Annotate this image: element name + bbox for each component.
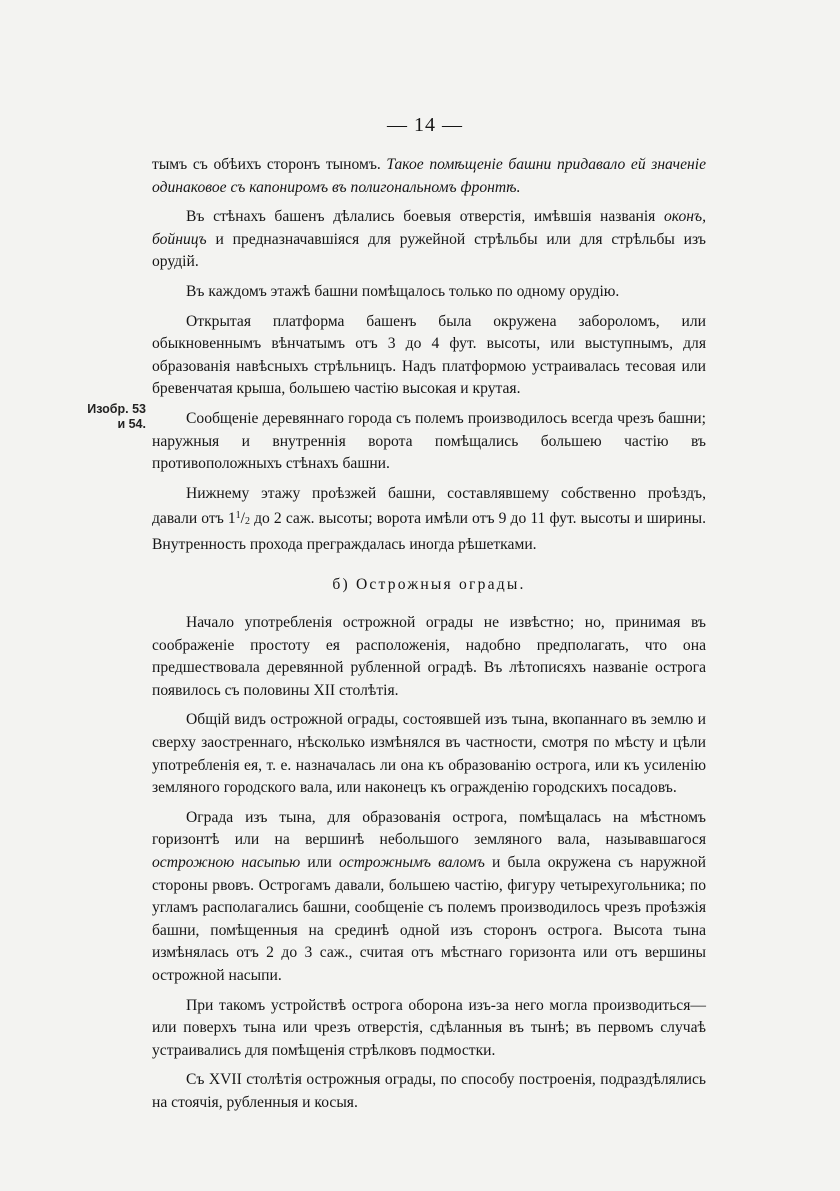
- paragraph-italic-text: острожною насыпью: [152, 854, 301, 872]
- paragraph-text: Ограда изъ тына, для образованія острога, помѣщалась на мѣстномъ горизонтѣ или на вершинѣ небольшого земляного вала, называвшагося: [152, 808, 706, 849]
- paragraph: [152, 807, 706, 988]
- margin-note-line: Изобр. 53: [87, 402, 146, 416]
- paragraph-text: и предназначавшіяся для ружейной стрѣльбы или для стрѣльбы изъ орудій.: [152, 230, 706, 271]
- section-heading: б) Острожныя ограды.: [332, 575, 526, 593]
- paragraph-text: или: [300, 854, 339, 872]
- paragraph: Общій видъ острожной ограды, состоявшей изъ тына, вкопаннаго въ землю и сверху заостреннаго, нѣсколько измѣнялся въ частности, смотря по мѣсту и цѣли употребленія ея, т. е. назначалась ли она къ образованію острога, или къ усиленію земляного городского вала, или наконецъ къ огражденію городскихъ посадовъ.: [152, 711, 706, 797]
- paragraph: Сообщеніе деревяннаго города съ полемъ производилось всегда чрезъ башни; наружныя и внутреннія ворота помѣщались большею частію въ противоположныхъ стѣнахъ башни.: [152, 409, 706, 473]
- paragraph: [152, 206, 706, 274]
- margin-note-line: и 54.: [117, 416, 146, 431]
- paragraph-text: Въ стѣнахъ башенъ дѣлались боевыя отверстія, имѣвшія названія: [186, 208, 664, 226]
- paragraph: При такомъ устройствѣ острога оборона изъ-за него могла производиться—или поверхъ тына или чрезъ отверстія, сдѣланныя въ тынѣ; въ первомъ случаѣ устраивались для помѣщенія стрѣлковъ подмостки.: [152, 996, 706, 1059]
- paragraph: Въ каждомъ этажѣ башни помѣщалось только по одному орудію.: [186, 282, 620, 300]
- paragraph: Открытая платформа башенъ была окружена забороломъ, или обыкновеннымъ вѣнчатымъ отъ 3 до 4 фут. высоты, или выступнымъ, для образованія навѣсныхъ стрѣльницъ. Надъ платформою устраивалась тесовая или бревенчатая крыша, большею частію высокая и крутая.: [152, 312, 706, 398]
- paragraph-text: и была окружена съ наружной стороны рвовъ. Острогамъ давали, большею частію, фигуру четырехугольника; по угламъ располагались башни, сообщеніе съ полемъ производилось чрезъ проѣзжія башни, помѣщенныя на срединѣ одной изъ сторонъ острога. Высота тына измѣнялась отъ 2 до 3 саж., считая отъ мѣстнаго горизонта или отъ вершины острожной насыпи.: [152, 854, 706, 984]
- paragraph: Начало употребленія острожной ограды не извѣстно; но, принимая въ соображеніе простоту ея расположенія, надобно предполагать, что она предшествовала деревянной рубленной оградѣ. Въ лѣтописяхъ названіе острога появилось съ половины XII столѣтія.: [152, 614, 706, 699]
- fraction-numerator: 1: [235, 510, 241, 522]
- paragraph: Нижнему этажу проѣзжей башни, составлявшему собственно проѣздъ, давали отъ $1^1/2$ до 2 саж. высоты; ворота имѣли отъ 9 до 11 фут. высоты и ширины. Внутренность прохода преграждалась иногда рѣшетками.: [152, 484, 706, 553]
- paragraph-text: Нижнему этажу проѣзжей башни, составлявшему собственно проѣздъ, давали отъ 1: [152, 484, 706, 528]
- body-text: [152, 154, 706, 1115]
- paragraph-italic-text: Такое помѣщеніе башни придавало ей значеніе одинаковое съ капониромъ въ полигональномъ фронтѣ.: [152, 156, 706, 196]
- margin-note: [72, 402, 146, 431]
- fraction-denominator: 2: [245, 516, 250, 528]
- paragraph: Съ XVII столѣтія острожныя ограды, по способу построенія, подраздѣлялись на стоячія, рубленныя и косыя.: [152, 1071, 706, 1111]
- paragraph-text: тымъ съ обѣихъ сторонъ тыномъ.: [152, 156, 387, 173]
- paragraph-italic-text: оконъ, бойницъ: [152, 208, 706, 248]
- paragraph-italic-text: острожнымъ валомъ: [338, 854, 485, 872]
- paragraph: [152, 154, 706, 199]
- page-number: — 14 —: [387, 114, 463, 136]
- paragraph-text: до 2 саж. высоты; ворота имѣли отъ 9 до 11 фут. высоты и ширины. Внутренность прохода преграждалась иногда рѣшетками.: [152, 510, 706, 553]
